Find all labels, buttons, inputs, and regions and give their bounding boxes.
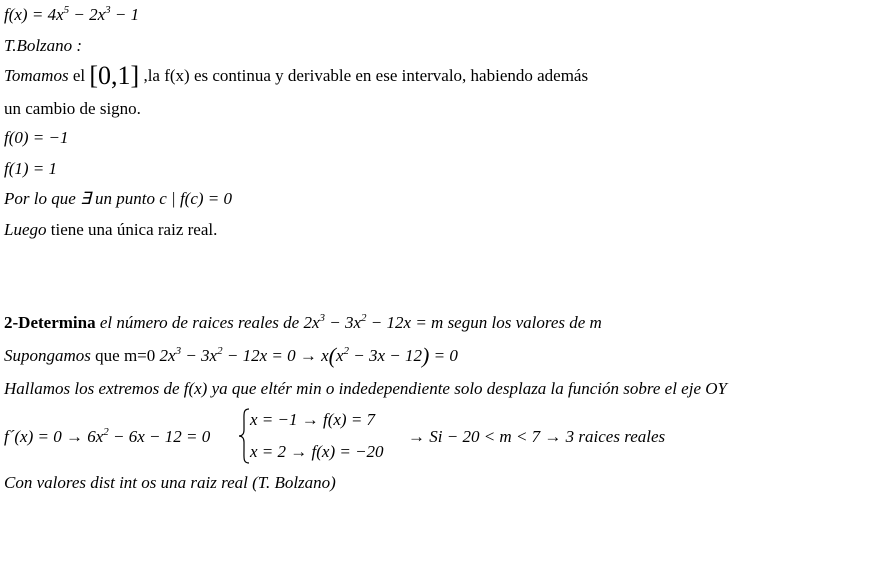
critical-point-1: x = −1 → f(x) = 7 [250, 410, 376, 429]
extremes-statement: Hallamos los extremos de f(x) ya que eltér min o indedependiente solo desplaza la función sobre el eje OY [4, 379, 727, 398]
existence-statement: Por lo que ∃ un punto c | f(c) = 0 [4, 189, 233, 208]
problem-2-statement: 2-Determina el número de raices reales de $2x^3 - 3x^2 - 12x = m$ segun los valores de m [4, 312, 602, 332]
function-definition: $f(x) = 4x^5 - 2x^3 - 1$ [4, 4, 140, 24]
final-conclusion: Con valores dist int os una raiz real (T. Bolzano) [4, 473, 336, 492]
bolzano-heading: T.Bolzano : [4, 36, 83, 55]
sign-change-text: un cambio de signo. [4, 99, 141, 118]
unique-root-statement: Luego tiene una única raiz real. [4, 220, 218, 239]
range-conclusion: → Si − 20 < m < 7 → 3 raices reales [408, 427, 666, 446]
f-of-one: f(1) = 1 [4, 159, 58, 178]
interval-statement: Tomamos el [0,1] ,la f(x) es continua y derivable en ese intervalo, habiendo además [4, 61, 589, 90]
left-brace-icon [238, 408, 250, 464]
derivative-equation: f´(x) = $0 \to 6x^2 - 6x - 12 = 0$ [4, 426, 211, 446]
critical-point-2: x = 2 → f(x) = −20 [250, 442, 384, 461]
supposition-equation: Supongamos que m=0 $2x^3 - 3x^2 - 12x = 0 \to x(x^2 - 3x - 12) = 0$ [4, 343, 458, 368]
f-of-zero: f(0) = −1 [4, 128, 69, 147]
